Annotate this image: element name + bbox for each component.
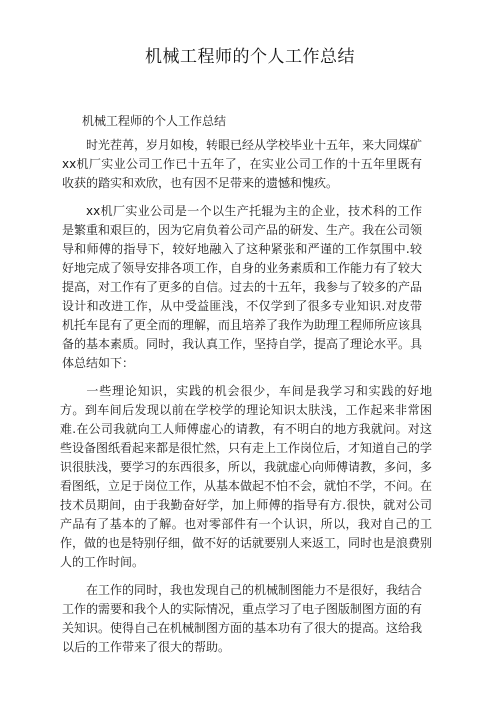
paragraph-4: 在工作的同时，我也发现自己的机械制图能力不是很好，我结合工作的需要和我个人的实际情况，重点学习了电子图版制图方面的有关知识。使得自己在机械制图方面的基本功有了很大的提高。这给我以后的工作带来了很大的帮助。 (62, 583, 423, 654)
paragraph-1: 时光茬苒，岁月如梭，转眼已经从学校毕业十五年，来大同煤矿xx机厂实业公司工作已十五年了，在实业公司工作的十五年里既有收获的踏实和欢欣，也有因不足带来的遗憾和愧疚。 (62, 138, 423, 190)
paragraph-2: xx机厂实业公司是一个以生产托辊为主的企业，技术科的工作是繁重和艰巨的，因为它肩负着公司产品的研发、生产。我在公司领导和师傅的指导下，较好地融入了这种紧张和严谨的工作氛围中.较好地完成了领导安排各项工作，自身的业务素质和工作能力有了较大提高，对工作有了更多的自信。过去的十五年，我参与了较多的产品设计和改进工作，从中受益匪浅，不仅学到了很多专业知识.对皮带机托车昆有了更全而的理解，而且培养了我作为助理工程师所应该具备的基本素质。同时，我认真工作，坚持自学，提高了理论水平。具体总结如下： (62, 204, 423, 370)
document-subtitle: 机械工程师的个人工作总结 (82, 114, 227, 128)
paragraph-3: 一些理论知识，实践的机会很少，车间是我学习和实践的好地方。到车间后发现以前在学校学的理论知识太肤浅，工作起来非常困难.在公司我就向工人师傅虚心的请教，有不明白的地方我就问。对这些设备图纸看起来都是很忙然，只有走上工作岗位后，才知道自己的学识很肤浅，要学习的东西很多，所以，我就虚心向师傅请教，多问，多看图纸，立足于岗位工作，从基本做起不怕不会，就怕不学，不问。在技术员期间，由于我勤奋好学，加上师傅的指导有方.很快，就对公司产品有了基本的了解。也对零部件有一个认识，所以，我对自己的工作，做的也是特别仔细，做不好的话就要别人来返工，同时也是浪费别人的工作时间。 (60, 384, 433, 569)
document-title: 机械工程师的个人工作总结 (145, 47, 355, 67)
document-body (60, 136, 433, 666)
